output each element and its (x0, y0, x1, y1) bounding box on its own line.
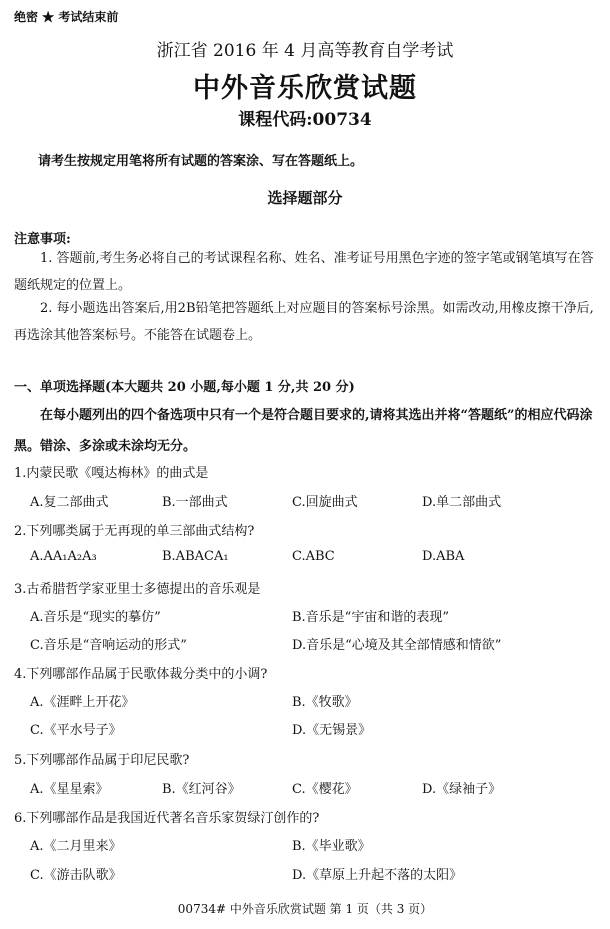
notice-item-1: 1. 答题前,考生务必将自己的考试课程名称、姓名、准考证号用黑色字迹的签字笔或钢笔填写在答题纸规定的位置上。 (14, 251, 594, 293)
course-code: 课程代码:00734 (238, 110, 372, 130)
option: D.音乐是“心境及其全部情感和情欲” (292, 638, 502, 653)
question-stem: 1.内蒙民歌《嘎达梅林》的曲式是 (14, 466, 209, 481)
option: B.一部曲式 (162, 495, 228, 510)
option: A.音乐是“现实的摹仿” (30, 610, 161, 625)
option: D.ABA (422, 549, 465, 564)
option: B.《红河谷》 (162, 782, 241, 797)
option: A.复二部曲式 (30, 495, 109, 510)
option: C.ABC (292, 549, 335, 564)
page-title: 中外音乐欣赏试题 (193, 73, 417, 104)
option: C.回旋曲式 (292, 495, 358, 510)
option: A.《星星索》 (30, 782, 109, 797)
question-stem: 5.下列哪部作品属于印尼民歌? (14, 753, 190, 768)
option: D.《绿袖子》 (422, 782, 502, 797)
question-stem: 2.下列哪类属于无再现的单三部曲式结构? (14, 524, 255, 539)
notice-item-2: 2. 每小题选出答案后,用2B铅笔把答题纸上对应题目的答案标号涂黑。如需改动,用橡皮擦干净后,再选涂其他答案标号。不能答在试题卷上。 (14, 301, 594, 343)
section-title: 选择题部分 (267, 189, 343, 207)
option: B.音乐是“宇宙和谐的表现” (292, 610, 449, 625)
answer-instruction: 请考生按规定用笔将所有试题的答案涂、写在答题纸上。 (38, 154, 364, 169)
part-heading: 一、单项选择题(本大题共 20 小题,每小题 1 分,共 20 分) (14, 380, 355, 395)
question-stem: 4.下列哪部作品属于民歌体裁分类中的小调? (14, 667, 268, 682)
option: C.音乐是“音响运动的形式” (30, 638, 187, 653)
option: C.《平水号子》 (30, 723, 122, 738)
option: B.《毕业歌》 (292, 839, 371, 854)
option: B.《牧歌》 (292, 695, 358, 710)
option: C.《樱花》 (292, 782, 358, 797)
part-description: 在每小题列出的四个备选项中只有一个是符合题目要求的,请将其选出并将“答题纸”的相应代码涂黑。错涂、多涂或未涂均无分。 (14, 408, 593, 454)
option: A.AA₁A₂A₃ (30, 549, 97, 564)
secret-label: 绝密 ★ 考试结束前 (14, 10, 119, 24)
option: B.ABACA₁ (162, 549, 229, 564)
option: D.《草原上升起不落的太阳》 (292, 868, 463, 883)
option: D.单二部曲式 (422, 495, 502, 510)
question-stem: 6.下列哪部作品是我国近代著名音乐家贺绿汀创作的? (14, 811, 320, 826)
question-stem: 3.古希腊哲学家亚里士多德提出的音乐观是 (14, 582, 261, 597)
option: A.《二月里来》 (30, 839, 122, 854)
option: D.《无锡景》 (292, 723, 372, 738)
option: A.《涯畔上开花》 (30, 695, 135, 710)
notice-heading: 注意事项: (14, 232, 71, 247)
page-footer: 00734# 中外音乐欣赏试题 第 1 页（共 3 页） (177, 902, 433, 916)
exam-name: 浙江省 2016 年 4 月高等教育自学考试 (156, 41, 454, 61)
option: C.《游击队歌》 (30, 868, 122, 883)
